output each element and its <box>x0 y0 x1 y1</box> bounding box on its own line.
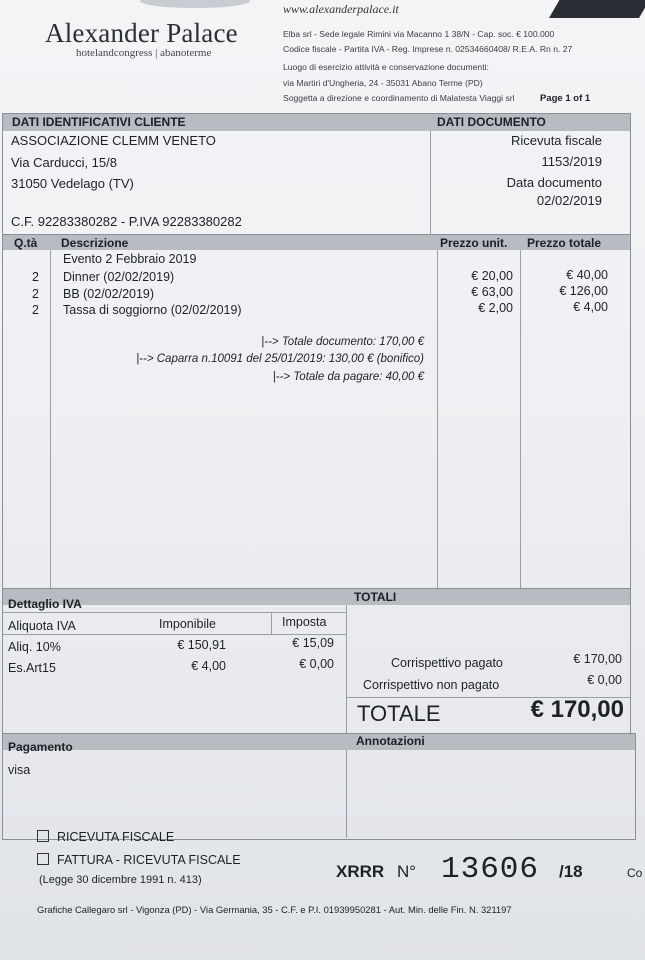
notes-section-title: Annotazioni <box>356 734 425 748</box>
row-desc: Tassa di soggiorno (02/02/2019) <box>63 303 242 317</box>
company-line: Soggetta a direzione e coordinamento di Malatesta Viaggi srl <box>283 93 515 103</box>
receipt-number: 13606 <box>441 852 540 887</box>
company-line: Luogo di esercizio attività e conservazione documenti: <box>283 62 489 72</box>
totals-header-bar <box>3 589 630 605</box>
check-ricevuta-label: RICEVUTA FISCALE <box>57 830 175 844</box>
brand-logo: Alexander Palace <box>45 18 238 48</box>
divider <box>346 605 347 733</box>
edge-text: Co <box>627 866 643 880</box>
unpaid-label: Corrispettivo non pagato <box>363 678 500 692</box>
payment-method: visa <box>8 763 31 777</box>
printer-info: Grafiche Callegaro srl - Vigonza (PD) - Via Germania, 35 - C.F. e P.I. 01939950281 - Aut. Min. delle Fin. N. 321197 <box>37 904 512 915</box>
note-document-total: |--> Totale documento: 170,00 € <box>261 336 424 348</box>
row-total-price: € 126,00 <box>559 284 608 298</box>
event-title: Evento 2 Febbraio 2019 <box>63 252 197 266</box>
divider <box>430 131 431 234</box>
col-total-header: Prezzo totale <box>527 236 602 250</box>
document-date: 02/02/2019 <box>536 193 602 208</box>
company-line: via Martiri d'Ungheria, 24 - 35031 Abano Terme (PD) <box>283 78 483 88</box>
row-unit-price: € 20,00 <box>471 269 513 283</box>
col-divider <box>520 250 521 588</box>
col-divider <box>50 250 51 588</box>
iva-col-aliquota: Aliquota IVA <box>8 619 76 633</box>
document-number: 1153/2019 <box>541 154 602 169</box>
series-code: XRRR <box>336 862 385 881</box>
iva-row-imponibile: € 4,00 <box>191 659 226 673</box>
iva-row-imponibile: € 150,91 <box>177 638 226 652</box>
col-desc-header: Descrizione <box>61 236 129 250</box>
paid-amount: € 170,00 <box>573 652 622 666</box>
document-date-label: Data documento <box>506 175 602 190</box>
iva-col-imponibile: Imponibile <box>159 617 216 631</box>
payment-header-bar <box>3 734 635 750</box>
document-type: Ricevuta fiscale <box>510 133 602 148</box>
totals-section-title: TOTALI <box>354 590 397 604</box>
divider <box>346 750 347 838</box>
iva-row-imposta: € 0,00 <box>299 657 334 671</box>
website-url: www.alexanderpalace.it <box>283 2 399 16</box>
law-reference: (Legge 30 dicembre 1991 n. 413) <box>39 874 202 886</box>
row-desc: BB (02/02/2019) <box>63 287 155 301</box>
check-fattura-label: FATTURA - RICEVUTA FISCALE <box>57 853 241 867</box>
row-qty: 2 <box>32 270 39 284</box>
client-name: ASSOCIAZIONE CLEMM VENETO <box>11 133 216 148</box>
checkbox-icon <box>37 853 49 865</box>
divider <box>3 612 346 613</box>
client-section-title: DATI IDENTIFICATIVI CLIENTE <box>12 115 186 129</box>
row-desc: Dinner (02/02/2019) <box>63 270 175 284</box>
payment-section-title: Pagamento <box>8 740 73 754</box>
note-deposit: |--> Caparra n.10091 del 25/01/2019: 130,00 € (bonifico) <box>136 353 424 365</box>
total-amount: € 170,00 <box>530 696 624 723</box>
page-indicator: Page 1 of 1 <box>540 93 591 104</box>
row-unit-price: € 63,00 <box>471 285 513 299</box>
row-unit-price: € 2,00 <box>478 301 513 315</box>
note-amount-due: |--> Totale da pagare: 40,00 € <box>272 371 424 383</box>
brand-subtitle: hotelandcongress | abanoterme <box>76 47 212 59</box>
divider <box>271 612 272 634</box>
client-city: 31050 Vedelago (TV) <box>11 176 134 191</box>
col-divider <box>437 250 438 588</box>
company-line: Codice fiscale - Partita IVA - Reg. Imprese n. 02534660408/ R.E.A. Rn n. 27 <box>283 44 573 54</box>
total-label: TOTALE <box>357 701 441 726</box>
client-tax-ids: C.F. 92283380282 - P.IVA 92283380282 <box>11 214 242 229</box>
check-fattura <box>37 853 241 867</box>
row-total-price: € 40,00 <box>566 268 608 282</box>
top-decoration <box>140 0 250 8</box>
iva-row-aliquota: Aliq. 10% <box>8 640 61 654</box>
iva-row-aliquota: Es.Art15 <box>8 661 56 675</box>
row-total-price: € 4,00 <box>573 300 608 314</box>
iva-col-imposta: Imposta <box>282 615 327 629</box>
corner-decoration <box>549 0 645 18</box>
company-line: Elba srl - Sede legale Rimini via Macanno 1 38/N - Cap. soc. € 100.000 <box>283 29 555 39</box>
checkbox-icon <box>37 830 49 842</box>
col-qty-header: Q.tà <box>14 236 38 250</box>
unpaid-amount: € 0,00 <box>587 673 622 687</box>
paid-label: Corrispettivo pagato <box>391 656 503 670</box>
number-suffix: /18 <box>559 862 583 881</box>
iva-section-title: Dettaglio IVA <box>8 597 82 611</box>
col-unit-header: Prezzo unit. <box>440 236 508 250</box>
check-ricevuta <box>37 830 174 844</box>
document-section-title: DATI DOCUMENTO <box>437 115 546 129</box>
number-label: N° <box>397 862 417 881</box>
iva-row-imposta: € 15,09 <box>292 636 334 650</box>
divider <box>3 634 346 635</box>
client-address: Via Carducci, 15/8 <box>11 155 117 170</box>
row-qty: 2 <box>32 287 39 301</box>
row-qty: 2 <box>32 303 39 317</box>
